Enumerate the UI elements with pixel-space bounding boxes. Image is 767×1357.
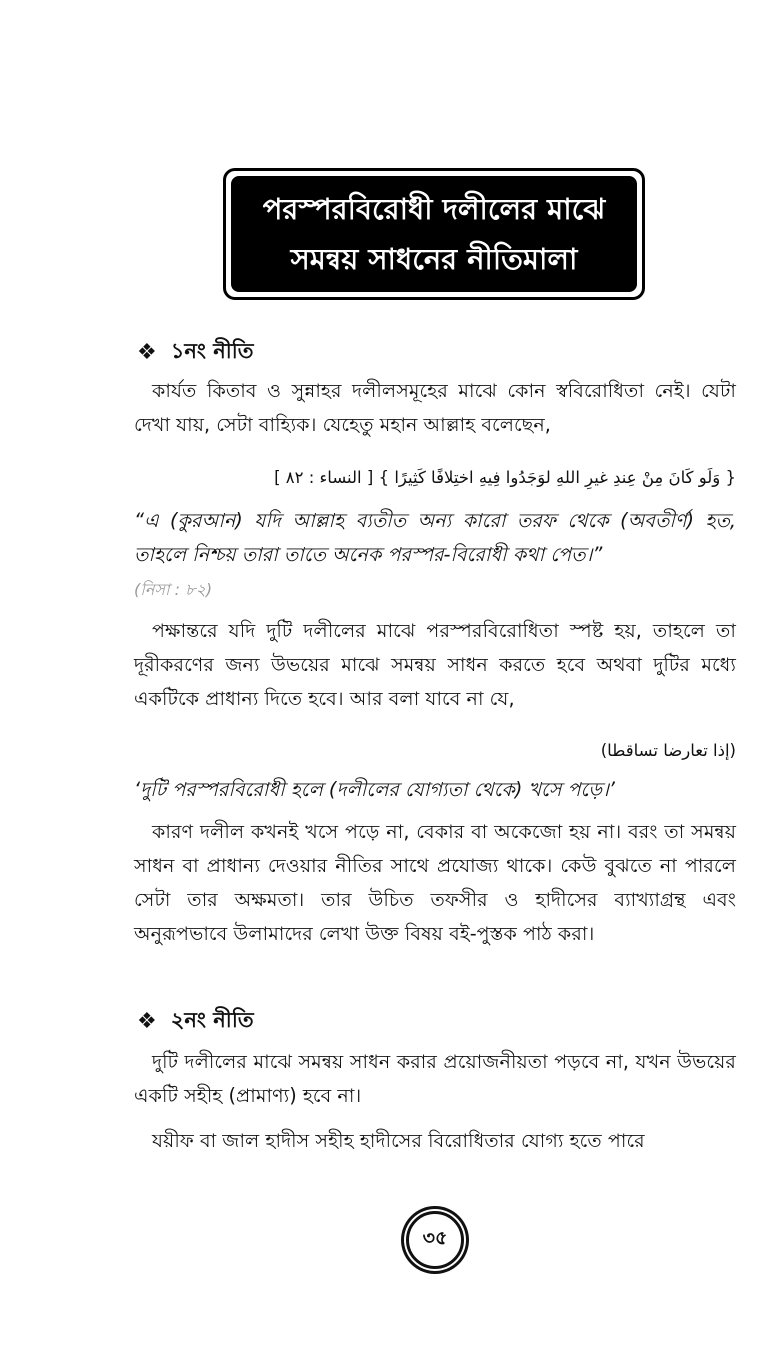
rule-1-paragraph-3: কারণ দলীল কখনই খসে পড়ে না, বেকার বা অকেজো হয় না। বরং তা সমন্বয় সাধন বা প্রাধান্য দেওয়ার নীতির সাথে প্রযোজ্য থাকে। কেউ বুঝতে না পারলে সেটা তার অক্ষমতা। তার উচিত তফসীর ও হাদীসের ব্যাখ্যাগ্রন্থ এবং অনুরূপভাবে উলামাদের লেখা উক্ত বিষয় বই-পুস্তক পাঠ করা। <box>134 820 736 945</box>
chapter-title-box <box>223 168 645 300</box>
chapter-title <box>231 176 637 292</box>
chapter-title-line2: সমন্বয় সাধনের নীতিমালা <box>290 242 578 276</box>
rule-1-title: ১নং নীতি <box>170 339 254 363</box>
arabic-phrase: (إذا تعارضا تساقطا) <box>600 741 736 760</box>
diamond-cluster-icon: ❖ <box>137 1008 157 1034</box>
quran-verse-arabic: { وَلَو كَانَ مِنْ عِندِ غيرِ اللهِ لوَجَدُوا فِيهِ اختِلافًا كَثِيرًا } [ النساء : ٨٢ ] <box>274 468 736 487</box>
rule-2-heading <box>137 1004 254 1039</box>
rule-1-heading <box>137 335 254 370</box>
page-number-badge <box>406 1211 464 1269</box>
rule-1-paragraph-1: কার্যত কিতাব ও সুন্নাহর দলীলসমূহের মাঝে কোন স্ববিরোধিতা নেই। যেটা দেখা যায়, সেটা বাহ্যিক। যেহেতু মহান আল্লাহ বলেছেন, <box>134 379 736 436</box>
diamond-cluster-icon: ❖ <box>137 339 157 365</box>
rule-2-paragraph-2: যয়ীফ বা জাল হাদীস সহীহ হাদীসের বিরোধিতার যোগ্য হতে পারে <box>152 1129 645 1152</box>
quran-verse-translation: “এ (কুরআন) যদি আল্লাহ ব্যতীত অন্য কারো তরফ থেকে (অবতীর্ণ) হত, তাহলে নিশ্চয় তারা তাতে অনেক পরস্পর-বিরোধী কথা পেত।” <box>134 509 736 566</box>
rule-1-paragraph-2: পক্ষান্তরে যদি দুটি দলীলের মাঝে পরস্পরবিরোধিতা স্পষ্ট হয়, তাহলে তা দূরীকরণের জন্য উভয়ের মাঝে সমন্বয় সাধন করতে হবে অথবা দুটির মধ্যে একটিকে প্রাধান্য দিতে হবে। আর বলা যাবে না যে, <box>134 619 736 710</box>
arabic-phrase-translation: ‘দুটি পরস্পরবিরোধী হলে (দলীলের যোগ্যতা থেকে) খসে পড়ে।’ <box>134 778 615 801</box>
rule-2-title: ২নং নীতি <box>170 1008 254 1032</box>
verse-reference: (নিসা : ৮২) <box>134 580 213 599</box>
chapter-title-line1: পরস্পরবিরোধী দলীলের মাঝে <box>262 192 606 226</box>
page-number: ৩৫ <box>422 1227 448 1249</box>
rule-2-paragraph-1: দুটি দলীলের মাঝে সমন্বয় সাধন করার প্রয়োজনীয়তা পড়বে না, যখন উভয়ের একটি সহীহ (প্রামাণ্য) হবে না। <box>134 1050 736 1107</box>
